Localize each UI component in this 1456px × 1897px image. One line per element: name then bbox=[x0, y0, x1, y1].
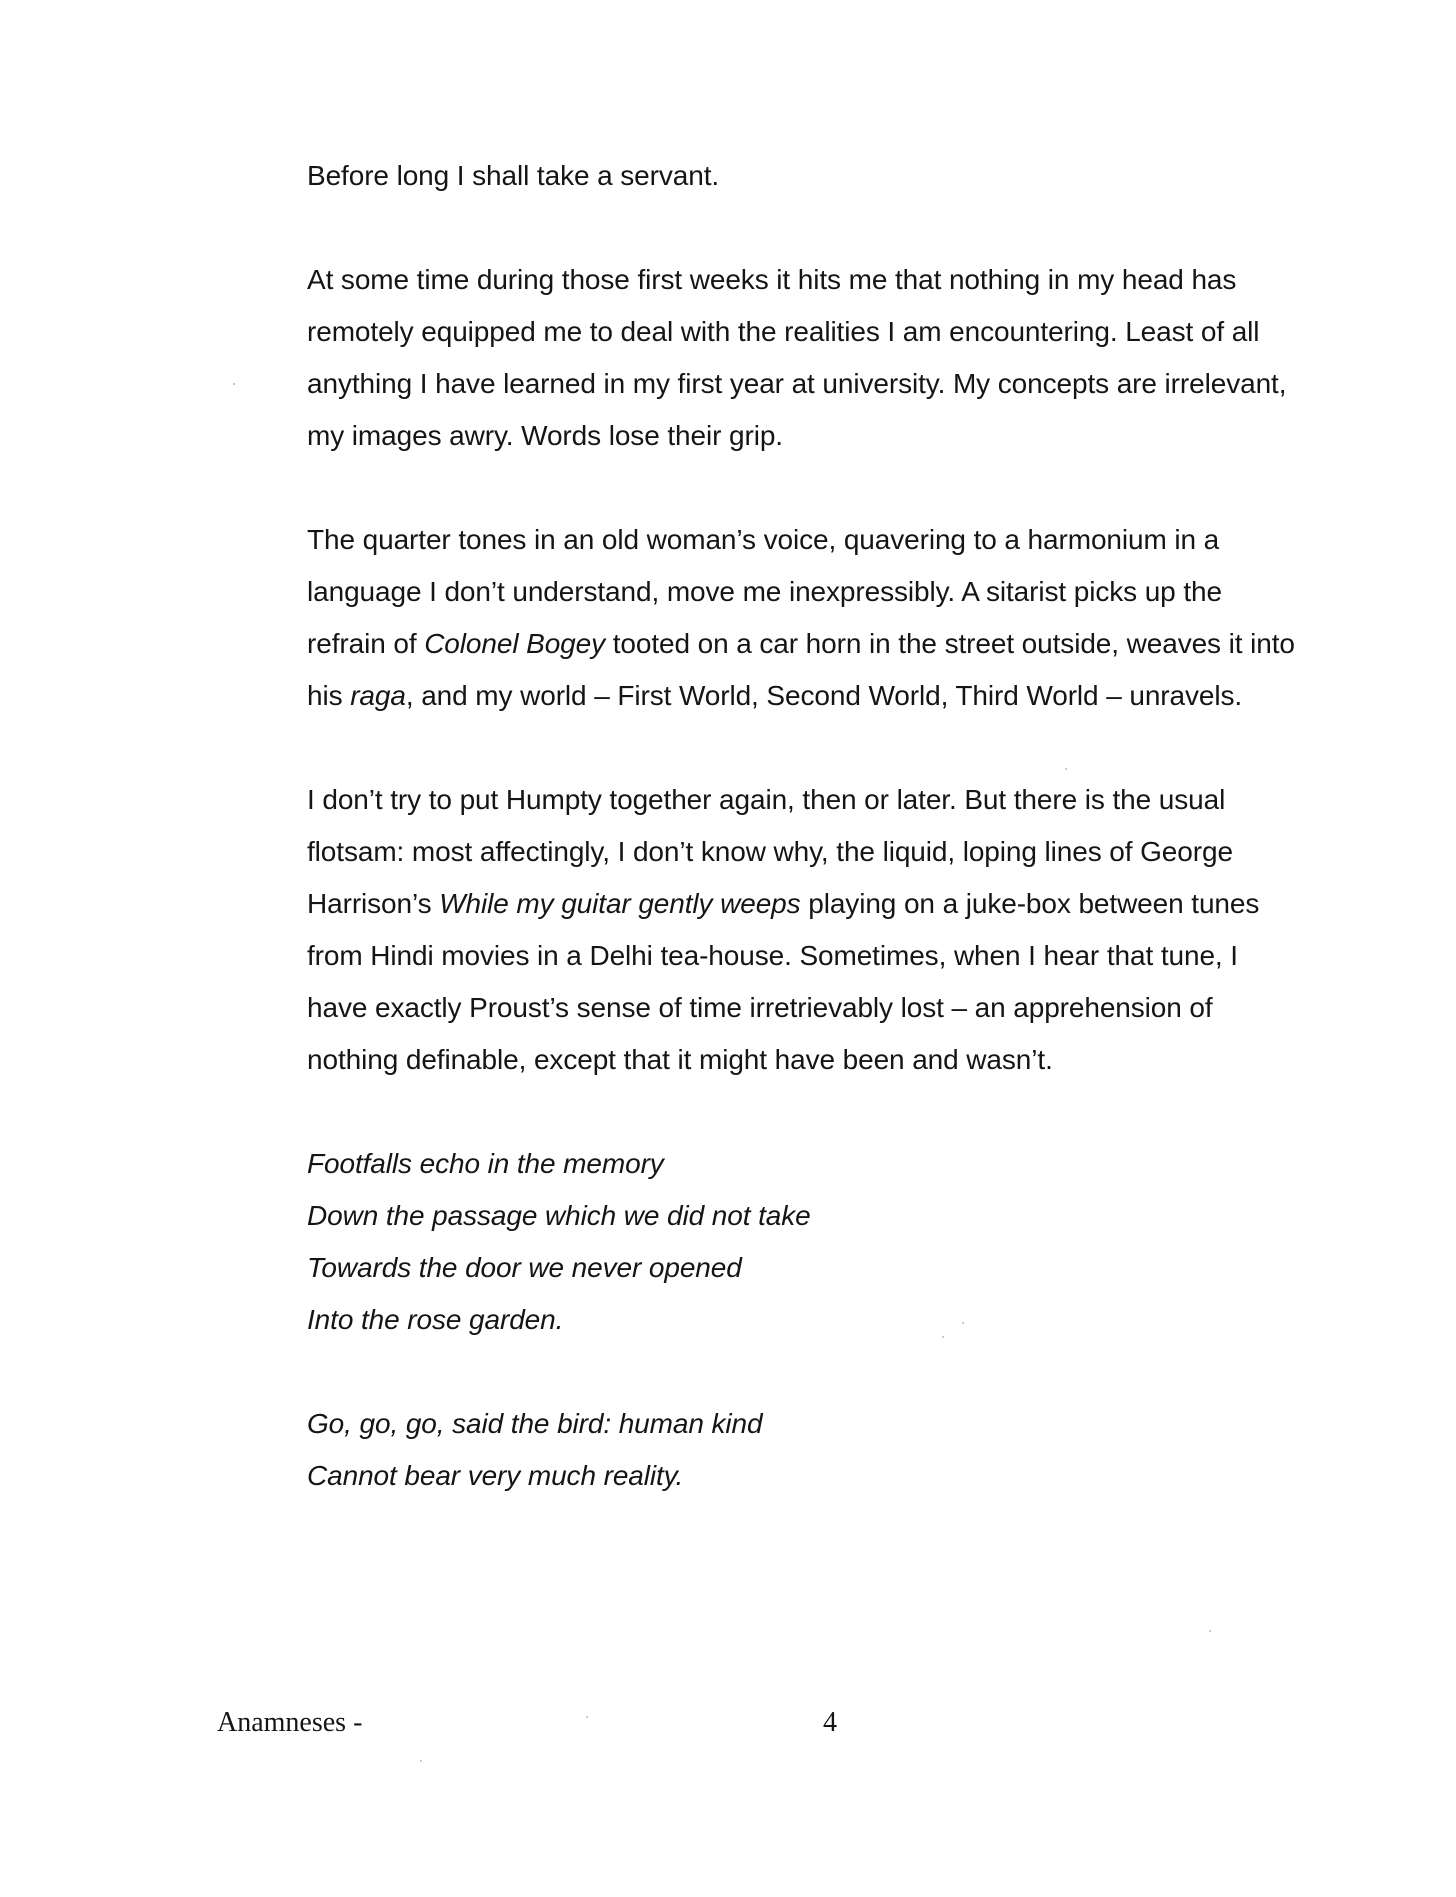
footer-title: Anamneses - bbox=[217, 1707, 363, 1738]
scan-speck bbox=[1209, 1630, 1211, 1632]
text-run: my images awry. Words lose their grip. bbox=[307, 420, 783, 451]
scan-speck bbox=[586, 1716, 588, 1718]
scan-speck bbox=[962, 1322, 964, 1324]
text-line bbox=[307, 774, 1367, 826]
text-run: have exactly Proust’s sense of time irretrievably lost – an apprehension of bbox=[307, 992, 1213, 1023]
text-run: anything I have learned in my first year at university. My concepts are irrelevant, bbox=[307, 368, 1287, 399]
verse-line bbox=[307, 1242, 1367, 1294]
verse-stanza bbox=[307, 1398, 1367, 1502]
text-run: refrain of bbox=[307, 628, 425, 659]
scan-speck bbox=[420, 1760, 422, 1762]
scan-speck bbox=[233, 383, 235, 385]
text-line bbox=[307, 358, 1367, 410]
text-run: flotsam: most affectingly, I don’t know why, the liquid, loping lines of George bbox=[307, 836, 1233, 867]
text-line bbox=[307, 982, 1367, 1034]
text-run: from Hindi movies in a Delhi tea-house. Sometimes, when I hear that tune, I bbox=[307, 940, 1238, 971]
italic-title: While my guitar gently weeps bbox=[439, 888, 801, 919]
document-body bbox=[307, 150, 1367, 1554]
verse-stanza bbox=[307, 1138, 1367, 1346]
verse-line bbox=[307, 1138, 1367, 1190]
text-line bbox=[307, 930, 1367, 982]
text-run: nothing definable, except that it might have been and wasn’t. bbox=[307, 1044, 1053, 1075]
text-run: Harrison’s bbox=[307, 888, 440, 919]
verse-line bbox=[307, 1398, 1367, 1450]
text-line bbox=[307, 514, 1367, 566]
scan-speck bbox=[942, 1336, 944, 1338]
text-run: , and my world – First World, Second World, Third World – unravels. bbox=[405, 680, 1243, 711]
text-line bbox=[307, 1034, 1367, 1086]
text-run: Before long I shall take a servant. bbox=[307, 160, 720, 191]
text-run: Into the rose garden. bbox=[307, 1304, 564, 1335]
paragraph bbox=[307, 774, 1367, 1086]
italic-title: raga bbox=[350, 680, 406, 711]
text-run: language I don’t understand, move me inexpressibly. A sitarist picks up the bbox=[307, 576, 1222, 607]
text-line bbox=[307, 878, 1367, 930]
page-number: 4 bbox=[823, 1707, 837, 1738]
text-line bbox=[307, 410, 1367, 462]
text-run: Cannot bear very much reality. bbox=[307, 1460, 684, 1491]
text-line bbox=[307, 306, 1367, 358]
text-run: Down the passage which we did not take bbox=[307, 1200, 811, 1231]
paragraph bbox=[307, 254, 1367, 462]
text-line bbox=[307, 826, 1367, 878]
text-run: tooted on a car horn in the street outside, weaves it into bbox=[605, 628, 1295, 659]
paragraph bbox=[307, 150, 1367, 202]
text-run: At some time during those first weeks it hits me that nothing in my head has bbox=[307, 264, 1237, 295]
text-run: playing on a juke-box between tunes bbox=[800, 888, 1260, 919]
italic-title: Colonel Bogey bbox=[424, 628, 606, 659]
text-run: Towards the door we never opened bbox=[307, 1252, 742, 1283]
text-run: I don’t try to put Humpty together again, then or later. But there is the usual bbox=[307, 784, 1226, 815]
text-run: his bbox=[307, 680, 351, 711]
text-line bbox=[307, 566, 1367, 618]
paragraph bbox=[307, 514, 1367, 722]
verse-line bbox=[307, 1190, 1367, 1242]
text-line bbox=[307, 254, 1367, 306]
text-line bbox=[307, 150, 1367, 202]
text-run: Go, go, go, said the bird: human kind bbox=[307, 1408, 763, 1439]
verse-line bbox=[307, 1294, 1367, 1346]
text-run: remotely equipped me to deal with the realities I am encountering. Least of all bbox=[307, 316, 1260, 347]
text-line bbox=[307, 618, 1367, 670]
text-run: Footfalls echo in the memory bbox=[307, 1148, 664, 1179]
scan-speck bbox=[1065, 768, 1067, 770]
text-run: The quarter tones in an old woman’s voice, quavering to a harmonium in a bbox=[307, 524, 1220, 555]
text-line bbox=[307, 670, 1367, 722]
verse-line bbox=[307, 1450, 1367, 1502]
